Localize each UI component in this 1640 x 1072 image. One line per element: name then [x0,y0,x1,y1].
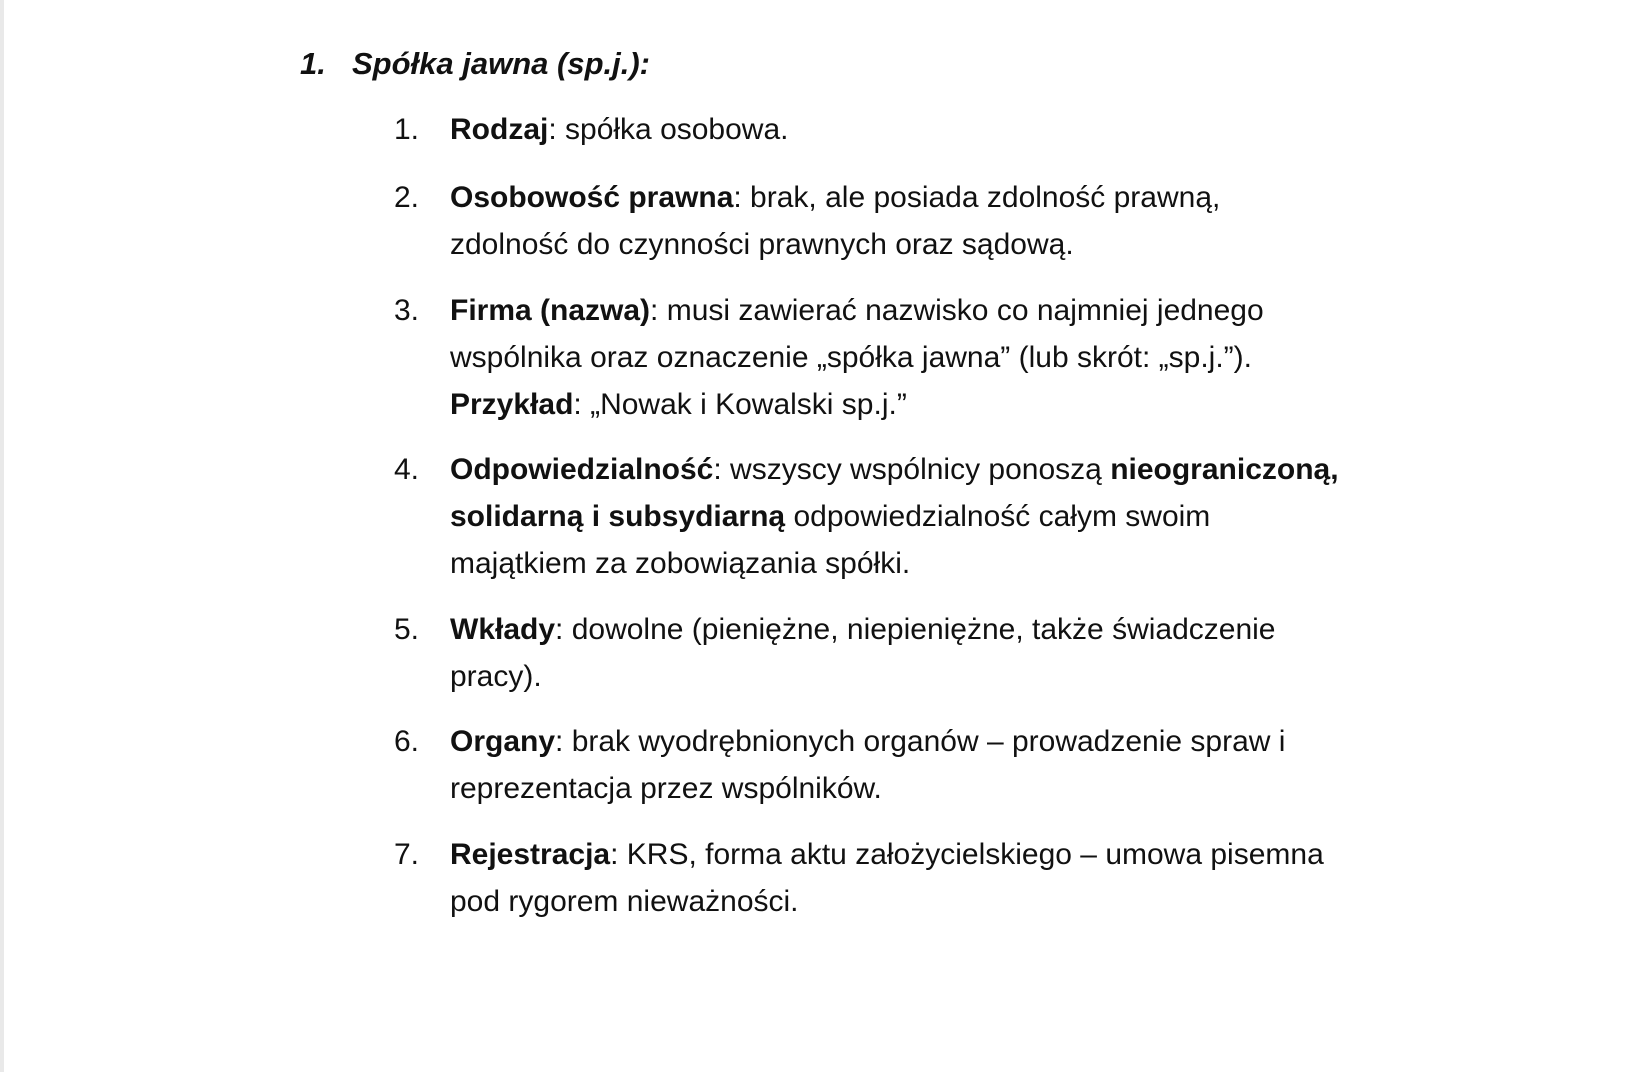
section-heading [300,40,650,88]
list-item-text [450,287,1444,428]
text-line [450,493,1444,540]
document-page [4,0,1640,1072]
list-item-text [450,718,1444,812]
section-heading-number: 1. [300,46,326,81]
list-item-number: 4. [394,453,420,486]
bold-text: Rejestracja [450,838,611,871]
text-run: : musi zawierać nazwisko co najmniej jednego [650,294,1264,327]
list-item-text [450,831,1444,925]
text-line [450,174,1444,221]
text-run: : wszyscy wspólnicy ponoszą [713,453,1111,486]
list-item-number: 2. [394,181,420,214]
text-run: wspólnika oraz oznaczenie „spółka jawna” (lub skrót: „sp.j.”). [450,341,1252,374]
bold-text: Wkłady [450,613,556,646]
text-run: : dowolne (pieniężne, niepieniężne, także świadczenie [555,613,1276,646]
text-run: : spółka osobowa. [548,113,789,146]
bold-text: Organy [450,725,556,758]
text-line [450,718,1444,765]
bold-text: Osobowość prawna [450,181,734,214]
section-heading-text: Spółka jawna (sp.j.): [352,46,650,81]
list-item-text [450,174,1444,268]
list-item-number: 6. [394,725,420,758]
text-run: : „Nowak i Kowalski sp.j.” [573,388,907,421]
text-line [450,334,1444,381]
list-item-text [450,446,1444,587]
bold-text: nieograniczoną, [1110,453,1339,486]
text-run: : brak, ale posiada zdolność prawną, [733,181,1221,214]
text-run: pod rygorem nieważności. [450,885,799,918]
bold-text: Odpowiedzialność [450,453,714,486]
text-run: majątkiem za zobowiązania spółki. [450,547,911,580]
bold-text: Przykład [450,388,574,421]
text-line [450,287,1444,334]
list-item-number: 7. [394,838,420,871]
text-line [450,221,1444,268]
text-run: : brak wyodrębnionych organów – prowadzenie spraw i [555,725,1286,758]
text-run: pracy). [450,660,542,693]
text-line [450,106,1444,153]
list-item-number: 1. [394,113,420,146]
text-line [450,540,1444,587]
list-item-number: 5. [394,613,420,646]
text-run: odpowiedzialność całym swoim [785,500,1211,533]
bold-text: solidarną i subsydiarną [450,500,786,533]
text-line [450,765,1444,812]
text-run: zdolność do czynności prawnych oraz sądową. [450,228,1074,261]
list-item-text [450,106,1444,153]
list-item-number: 3. [394,294,420,327]
text-line [450,878,1444,925]
text-line [450,653,1444,700]
text-run: : KRS, forma aktu założycielskiego – umowa pisemna [610,838,1324,871]
text-line [450,446,1444,493]
text-line [450,381,1444,428]
text-line [450,831,1444,878]
bold-text: Firma (nazwa) [450,294,651,327]
list-item-text [450,606,1444,700]
text-line [450,606,1444,653]
bold-text: Rodzaj [450,113,549,146]
text-run: reprezentacja przez wspólników. [450,772,882,805]
